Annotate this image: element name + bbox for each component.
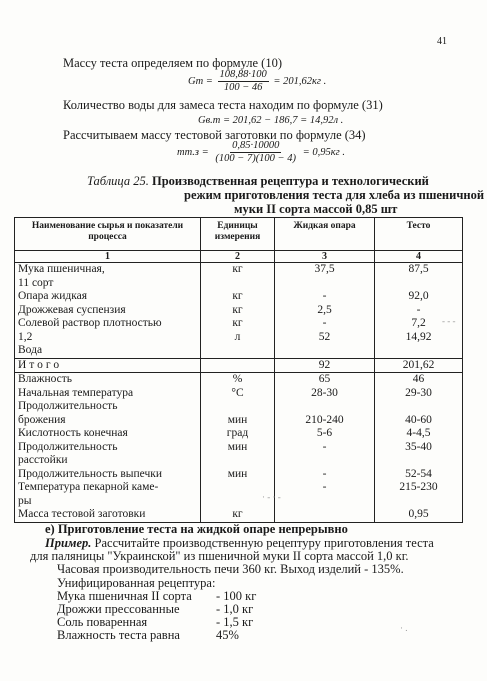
cell-opara xyxy=(275,344,375,358)
cell-unit: % xyxy=(201,373,275,387)
recipe-item-name: Мука пшеничная II сорта xyxy=(57,589,192,603)
cell-testo: 7,2 xyxy=(375,317,463,331)
cell-testo xyxy=(375,277,463,291)
cell-name: Дрожжевая суспензия xyxy=(15,304,201,318)
header-opara: Жидкая опара xyxy=(275,218,375,251)
cell-opara: - xyxy=(275,481,375,495)
cell-unit xyxy=(201,454,275,468)
col-number-2: 2 xyxy=(201,251,275,263)
cell-testo: 201,62 xyxy=(375,358,463,373)
formula-1-denominator: 100 − 46 xyxy=(223,82,263,93)
cell-name: Продолжительность xyxy=(15,400,201,414)
table-caption-line-1 xyxy=(87,174,484,188)
cell-name: Начальная температура xyxy=(15,387,201,401)
table-row xyxy=(15,331,463,345)
cell-unit: л xyxy=(201,331,275,345)
cell-name: Влажность xyxy=(15,373,201,387)
cell-unit xyxy=(201,277,275,291)
example-text-1: Рассчитайте производственную рецептуру приготовления теста xyxy=(91,536,434,550)
formula-3-denominator: (100 − 7)(100 − 4) xyxy=(215,153,297,164)
cell-opara: 92 xyxy=(275,358,375,373)
cell-testo: 52-54 xyxy=(375,468,463,482)
recipe-table xyxy=(14,217,463,523)
cell-opara xyxy=(275,277,375,291)
table-row xyxy=(15,441,463,455)
scan-speck: · - · - xyxy=(262,492,281,502)
recipe-item-value: - 1,5 кг xyxy=(216,615,254,629)
cell-name: расстойки xyxy=(15,454,201,468)
cell-name: Продолжительность выпечки xyxy=(15,468,201,482)
cell-unit xyxy=(201,358,275,373)
recipe-item-name: Соль поваренная xyxy=(57,615,148,629)
cell-unit: мин xyxy=(201,441,275,455)
cell-name: Масса тестовой заготовки xyxy=(15,508,201,522)
header-unit: Единицы измерения xyxy=(201,218,275,251)
cell-name: 11 сорт xyxy=(15,277,201,291)
cell-unit: °С xyxy=(201,387,275,401)
recipe-item-value: 45% xyxy=(216,628,239,642)
cell-testo: 46 xyxy=(375,373,463,387)
table-caption-label: Таблица 25. xyxy=(87,174,149,188)
cell-testo: 40-60 xyxy=(375,414,463,428)
header-testo: Тесто xyxy=(375,218,463,251)
cell-testo xyxy=(375,344,463,358)
cell-opara xyxy=(275,454,375,468)
cell-testo: 215-230 xyxy=(375,481,463,495)
cell-unit: кг xyxy=(201,290,275,304)
scan-speck: - - - xyxy=(442,316,456,326)
recipe-item-value: - 1,0 кг xyxy=(216,602,254,616)
cell-testo: 0,95 xyxy=(375,508,463,522)
cell-unit: мин xyxy=(201,468,275,482)
cell-testo xyxy=(375,400,463,414)
cell-name: Вода xyxy=(15,344,201,358)
cell-testo xyxy=(375,454,463,468)
table-caption-line-2: режим приготовления теста для хлеба из пшеничной xyxy=(184,188,485,202)
cell-opara xyxy=(275,400,375,414)
formula-3-fraction xyxy=(213,140,298,165)
intro-line-2: Количество воды для замеса теста находим по формуле (31) xyxy=(63,98,383,112)
recipe-item-value: - 100 кг xyxy=(216,589,257,603)
cell-opara: 210-240 xyxy=(275,414,375,428)
cell-unit: мин xyxy=(201,414,275,428)
cell-testo: 14,92 xyxy=(375,331,463,345)
formula-3-rhs: = 0,95кг . xyxy=(302,146,345,158)
formula-1-rhs: = 201,62кг . xyxy=(273,75,327,87)
page-number: 41 xyxy=(437,36,447,47)
cell-opara: 2,5 xyxy=(275,304,375,318)
cell-unit: кг xyxy=(201,317,275,331)
cell-name: Солевой раствор плотностью xyxy=(15,317,201,331)
col-number-3: 3 xyxy=(275,251,375,263)
cell-opara: 65 xyxy=(275,373,375,387)
cell-name: Опара жидкая xyxy=(15,290,201,304)
cell-opara xyxy=(275,508,375,522)
cell-testo: 35-40 xyxy=(375,441,463,455)
table-row xyxy=(15,454,463,468)
scan-speck: · . xyxy=(400,623,408,633)
formula-3-numerator: 0,85·10000 xyxy=(232,140,280,151)
cell-opara: 52 xyxy=(275,331,375,345)
table-row xyxy=(15,468,463,482)
cell-opara: - xyxy=(275,290,375,304)
recipe-item-name: Дрожжи прессованные xyxy=(57,602,180,616)
cell-opara: 37,5 xyxy=(275,263,375,277)
cell-name: 1,2 xyxy=(15,331,201,345)
cell-testo: 92,0 xyxy=(375,290,463,304)
table-row xyxy=(15,358,463,373)
cell-testo: 4-4,5 xyxy=(375,427,463,441)
table-caption-text-1: Производственная рецептура и технологический xyxy=(151,174,429,188)
cell-testo: 87,5 xyxy=(375,263,463,277)
cell-unit xyxy=(201,344,275,358)
table-row xyxy=(15,317,463,331)
cell-opara xyxy=(275,495,375,509)
cell-unit: кг xyxy=(201,508,275,522)
table-row xyxy=(15,373,463,387)
cell-opara: - xyxy=(275,468,375,482)
intro-line-1: Массу теста определяем по формуле (10) xyxy=(63,56,283,70)
cell-name: Кислотность конечная xyxy=(15,427,201,441)
table-row xyxy=(15,290,463,304)
cell-opara: - xyxy=(275,317,375,331)
formula-1-numerator: 108,88·100 xyxy=(219,69,267,80)
cell-testo: - xyxy=(375,304,463,318)
cell-name: Итого xyxy=(15,358,201,373)
cell-unit: кг xyxy=(201,304,275,318)
recipe-item-name: Влажность теста равна xyxy=(57,628,180,642)
table-row xyxy=(15,400,463,414)
cell-opara: 5-6 xyxy=(275,427,375,441)
formula-1-lhs: Gm = xyxy=(188,75,213,87)
formula-3 xyxy=(177,140,345,165)
section-line-3: Часовая производительность печи 360 кг. Выход изделий - 135%. xyxy=(57,562,404,576)
cell-name: Продолжительность xyxy=(15,441,201,455)
example-line-2: для паляницы "Украинской" из пшеничной муки II сорта массой 1,0 кг. xyxy=(30,549,409,563)
cell-unit: град xyxy=(201,427,275,441)
cell-opara: 28-30 xyxy=(275,387,375,401)
example-label: Пример. xyxy=(45,536,92,550)
table-caption-line-3: муки II сорта массой 0,85 шт xyxy=(234,202,398,216)
col-number-1: 1 xyxy=(15,251,201,263)
cell-name: брожения xyxy=(15,414,201,428)
cell-unit: кг xyxy=(201,263,275,277)
cell-name: Мука пшеничная, xyxy=(15,263,201,277)
formula-2: Gв.т = 201,62 − 186,7 = 14,92л . xyxy=(198,115,344,126)
table-row xyxy=(15,481,463,495)
table-column-numbers xyxy=(15,251,463,263)
table-row xyxy=(15,263,463,277)
table-row xyxy=(15,387,463,401)
header-name: Наименование сырья и показатели процесса xyxy=(15,218,201,251)
formula-1 xyxy=(188,69,326,94)
cell-opara: - xyxy=(275,441,375,455)
formula-1-fraction xyxy=(218,69,269,94)
cell-testo xyxy=(375,495,463,509)
section-line-4: Унифицированная рецептура: xyxy=(57,576,216,590)
table-header-row xyxy=(15,218,463,251)
table-row xyxy=(15,304,463,318)
col-number-4: 4 xyxy=(375,251,463,263)
table-row xyxy=(15,277,463,291)
table-row xyxy=(15,508,463,522)
table-row xyxy=(15,344,463,358)
table-row xyxy=(15,427,463,441)
cell-unit xyxy=(201,400,275,414)
section-heading: е) Приготовление теста на жидкой опаре непрерывно xyxy=(45,522,348,536)
table-caption xyxy=(87,174,484,216)
formula-3-lhs: mт.з = xyxy=(177,146,209,158)
intro-line-3: Рассчитываем массу тестовой заготовки по формуле (34) xyxy=(63,128,366,142)
table-row xyxy=(15,414,463,428)
cell-testo: 29-30 xyxy=(375,387,463,401)
cell-name: ры xyxy=(15,495,201,509)
cell-name: Температура пекарной каме- xyxy=(15,481,201,495)
table-row xyxy=(15,495,463,509)
